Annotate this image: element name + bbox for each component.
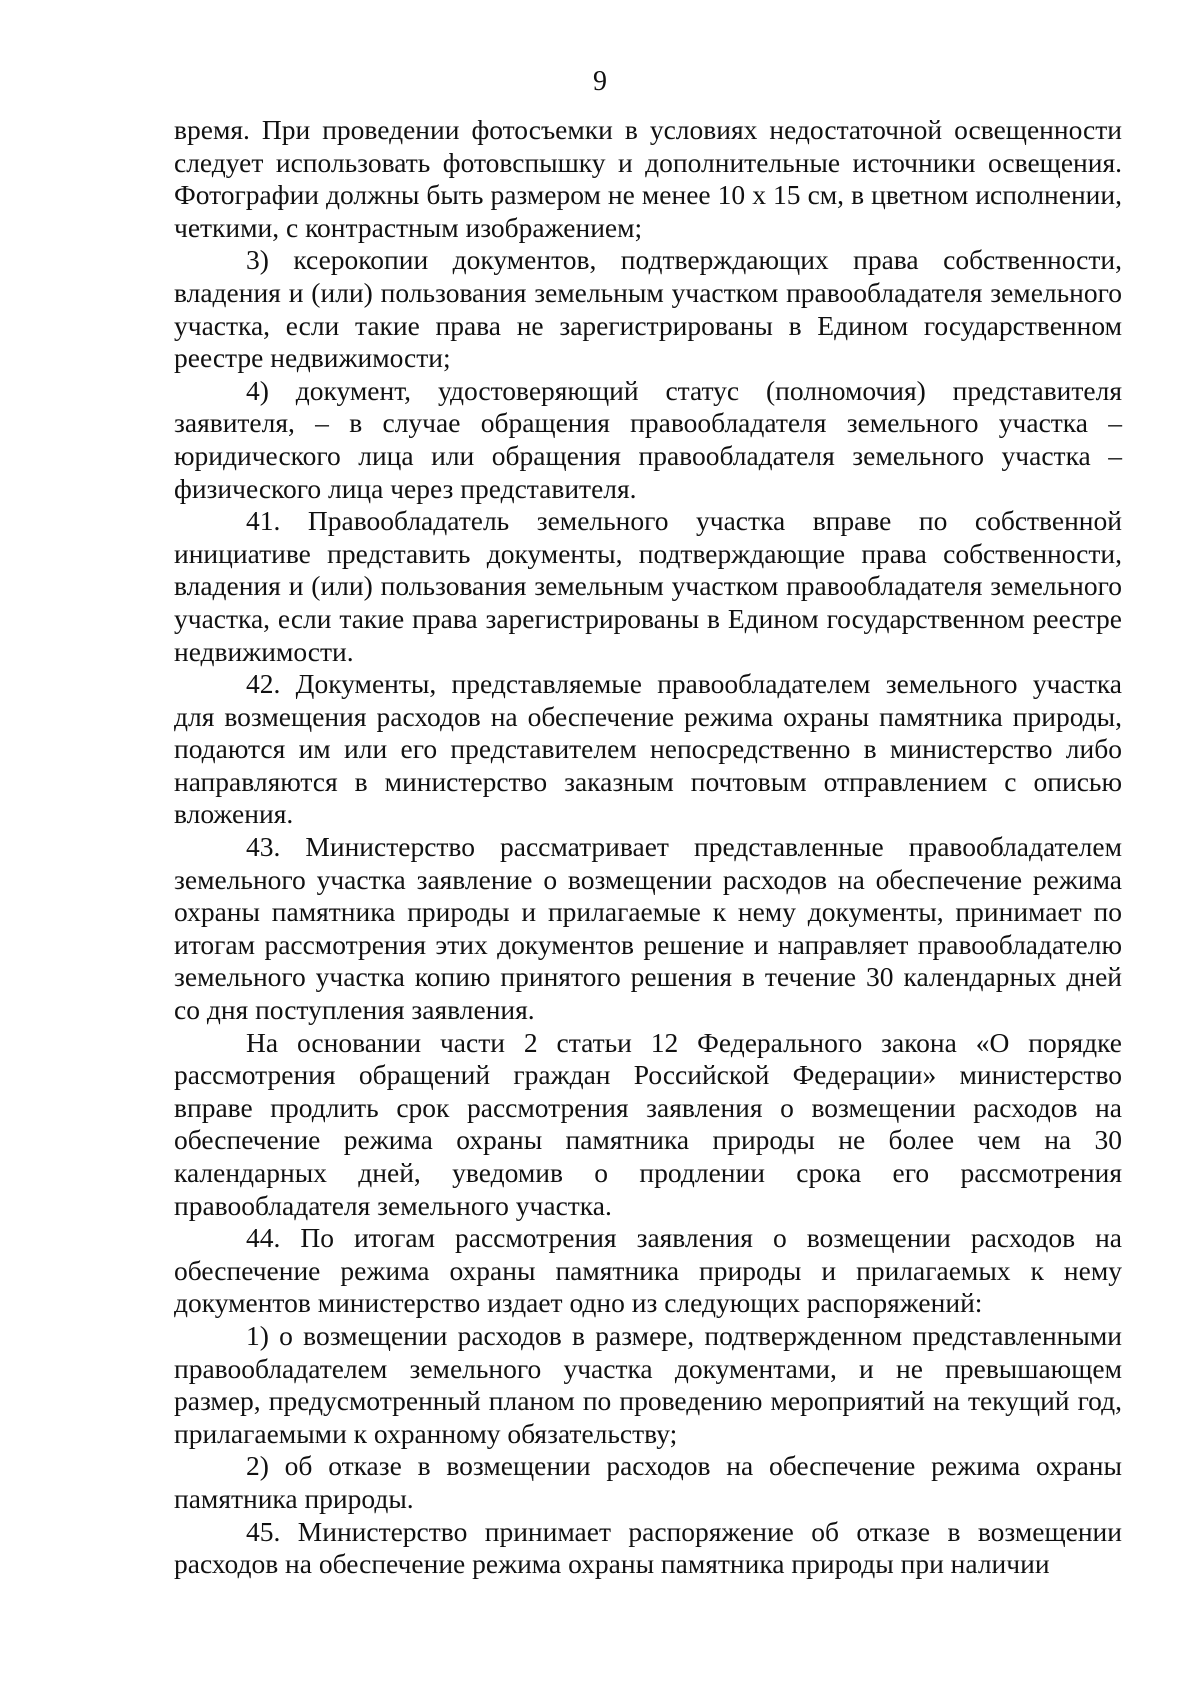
paragraph-clause-42: 42. Документы, представляемые правообладателем земельного участка для возмещения расходов на обеспечение режима охраны памятника природы, подаются им или его представителем непосредственно в министерство либо направляются в министерство заказным почтовым отправлением с описью вложения.: [174, 668, 1122, 830]
document-body: [174, 114, 1122, 1581]
paragraph-clause-43: 43. Министерство рассматривает представленные правообладателем земельного участка заявление о возмещении расходов на обеспечение режима охраны памятника природы и прилагаемые к нему документы, принимает по итогам рассмотрения этих документов решение и направляет правообладателю земельного участка копию принятого решения в течение 30 календарных дней со дня поступления заявления.: [174, 831, 1122, 1026]
paragraph-clause-44-item-1: 1) о возмещении расходов в размере, подтвержденном представленными правообладателем земельного участка документами, и не превышающем размер, предусмотренный планом по проведению мероприятий на текущий год, прилагаемыми к охранному обязательству;: [174, 1319, 1122, 1449]
paragraph-clause-45: 45. Министерство принимает распоряжение об отказе в возмещении расходов на обеспечение режима охраны памятника природы при наличии: [174, 1515, 1122, 1580]
paragraph-item-3-photocopies: 3) ксерокопии документов, подтверждающих права собственности, владения и (или) пользования земельным участком правообладателя земельного участка, если такие права не зарегистрированы в Едином государственном реестре недвижимости;: [174, 244, 1122, 374]
paragraph-photo-requirements: время. При проведении фотосъемки в условиях недостаточной освещенности следует использовать фотовспышку и дополнительные источники освещения. Фотографии должны быть размером не менее 10 x 15 см, в цветном исполнении, четкими, с контрастным изображением;: [174, 114, 1122, 243]
paragraph-clause-41: 41. Правообладатель земельного участка вправе по собственной инициативе представить документы, подтверждающие права собственности, владения и (или) пользования земельным участком правообладателя земельного участка, если такие права зарегистрированы в Едином государственном реестре недвижимости.: [174, 505, 1122, 667]
paragraph-item-4-representative-document: 4) документ, удостоверяющий статус (полномочия) представителя заявителя, – в случае обращения правообладателя земельного участка – юридического лица или обращения правообладателя земельного участка – физического лица через представителя.: [174, 374, 1122, 504]
paragraph-extension-of-term: На основании части 2 статьи 12 Федерального закона «О порядке рассмотрения обращений граждан Российской Федерации» министерство вправе продлить срок рассмотрения заявления о возмещении расходов на обеспечение режима охраны памятника природы не более чем на 30 календарных дней, уведомив о продлении срока его рассмотрения правообладателя земельного участка.: [174, 1026, 1122, 1221]
page-number: 9: [593, 66, 607, 97]
paragraph-clause-44: 44. По итогам рассмотрения заявления о возмещении расходов на обеспечение режима охраны памятника природы и прилагаемых к нему документов министерство издает одно из следующих распоряжений:: [174, 1222, 1122, 1319]
paragraph-clause-44-item-2: 2) об отказе в возмещении расходов на обеспечение режима охраны памятника природы.: [174, 1450, 1122, 1514]
